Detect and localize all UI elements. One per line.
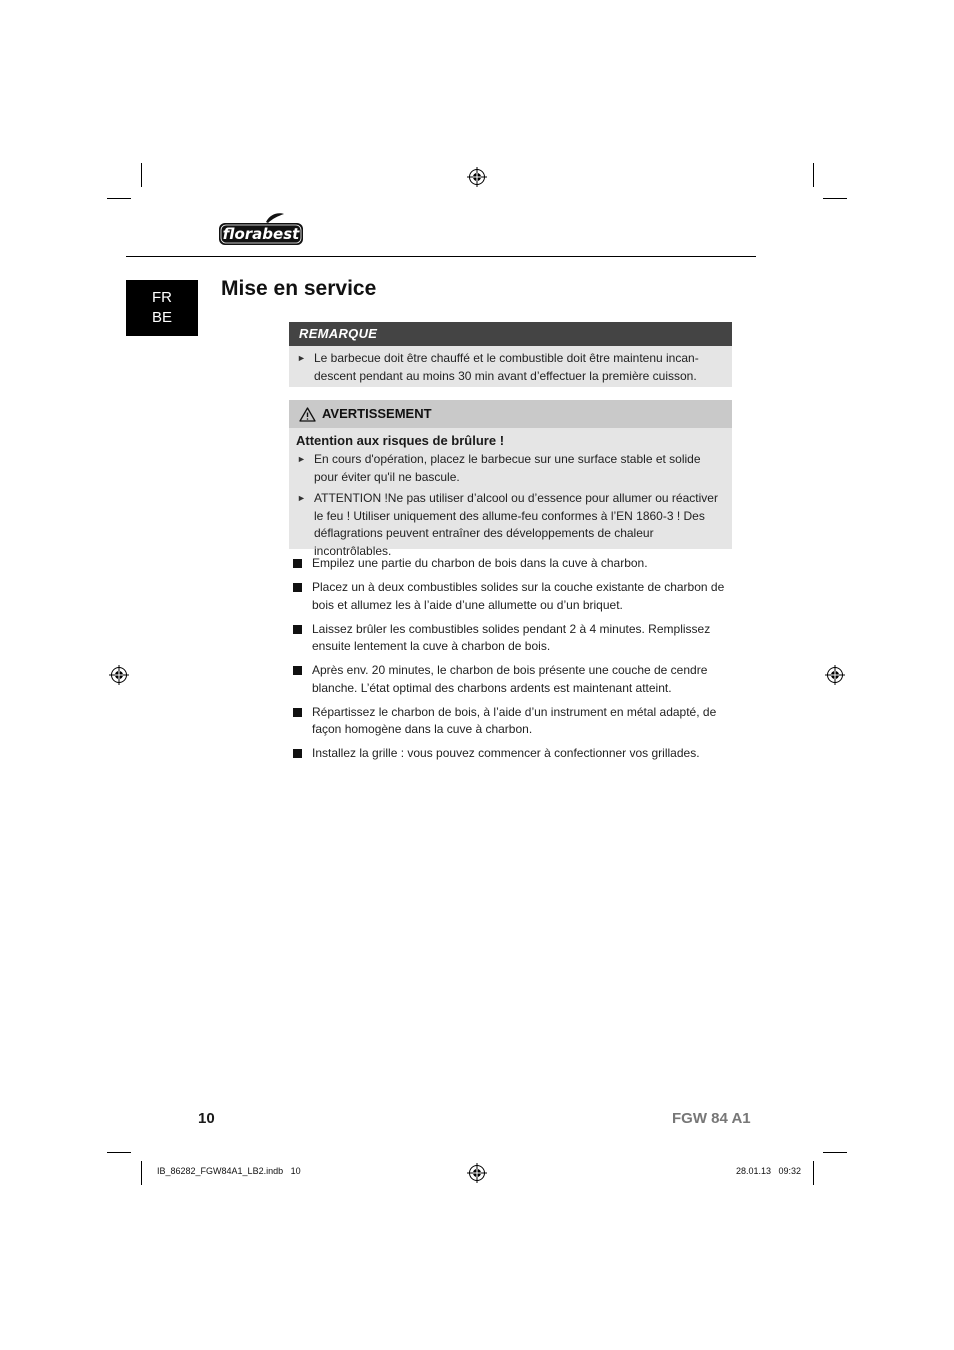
warning-header-text: AVERTISSEMENT bbox=[322, 406, 432, 421]
step-text: Empilez une partie du charbon de bois dans la cuve à charbon. bbox=[312, 556, 648, 570]
arrow-bullet-icon: ► bbox=[297, 493, 306, 503]
crop-mark bbox=[141, 163, 142, 187]
crop-mark bbox=[141, 1161, 142, 1185]
language-code-be: BE bbox=[151, 309, 172, 326]
step-text: Laissez brûler les combustibles solides pendant 2 à 4 minutes. Remplissez ensuite lentement la cuve à charbon de bois. bbox=[312, 621, 711, 653]
square-bullet-icon bbox=[293, 749, 302, 758]
list-item bbox=[292, 662, 732, 697]
language-code-fr: FR bbox=[152, 289, 172, 306]
crop-mark bbox=[823, 1152, 847, 1153]
crop-mark bbox=[813, 1161, 814, 1185]
warning-item bbox=[289, 451, 732, 486]
header-rule bbox=[126, 256, 756, 257]
print-slug-date: 28.01.13 09:32 bbox=[736, 1166, 802, 1176]
warning-subtitle: Attention aux risques de brûlure ! bbox=[296, 433, 505, 448]
square-bullet-icon bbox=[293, 708, 302, 717]
square-bullet-icon bbox=[293, 625, 302, 634]
warning-triangle-icon bbox=[299, 407, 316, 422]
note-header: REMARQUE bbox=[289, 322, 732, 346]
square-bullet-icon bbox=[293, 559, 302, 568]
arrow-bullet-icon: ► bbox=[297, 353, 306, 363]
print-slug-file: IB_86282_FGW84A1_LB2.indb 10 bbox=[157, 1166, 301, 1176]
florabest-logo bbox=[218, 212, 304, 246]
warning-item-text: En cours d'opération, placez le barbecue sur une surface stable et solide pour éviter qu'il ne bascule. bbox=[314, 452, 701, 484]
note-item bbox=[289, 350, 732, 385]
warning-item bbox=[289, 490, 732, 560]
list-item bbox=[292, 579, 732, 614]
registration-mark-icon bbox=[825, 665, 845, 685]
page-title: Mise en service bbox=[221, 277, 377, 300]
list-item bbox=[292, 745, 732, 763]
step-text: Après env. 20 minutes, le charbon de bois présente une couche de cendre blanche. L’état optimal des charbons ardents est maintenant atteint. bbox=[312, 663, 708, 695]
crop-mark bbox=[107, 198, 131, 199]
list-item bbox=[292, 621, 732, 656]
steps-list bbox=[292, 555, 732, 769]
arrow-bullet-icon: ► bbox=[297, 454, 306, 464]
square-bullet-icon bbox=[293, 666, 302, 675]
warning-box bbox=[289, 400, 732, 558]
language-tab bbox=[126, 280, 198, 336]
crop-mark bbox=[823, 198, 847, 199]
note-box bbox=[289, 322, 732, 387]
warning-header bbox=[289, 400, 732, 428]
registration-mark-icon bbox=[467, 167, 487, 187]
model-number: FGW 84 A1 bbox=[672, 1110, 751, 1127]
step-text: Placez un à deux combustibles solides sur la couche existante de charbon de bois et allumez les à l’aide d’une allumette ou d’un briquet. bbox=[312, 580, 725, 612]
page-number: 10 bbox=[198, 1110, 215, 1127]
step-text: Répartissez le charbon de bois, à l’aide d’un instrument en métal adapté, de façon homogène dans la cuve à charbon. bbox=[312, 704, 717, 736]
note-item-text: Le barbecue doit être chauffé et le combustible doit être maintenu incan-descent pendant au moins 30 min avant d’effectuer la première cuisson. bbox=[314, 351, 699, 383]
svg-text:florabest: florabest bbox=[222, 225, 300, 243]
crop-mark bbox=[107, 1152, 131, 1153]
registration-mark-icon bbox=[467, 1163, 487, 1183]
crop-mark bbox=[813, 163, 814, 187]
list-item bbox=[292, 704, 732, 739]
list-item bbox=[292, 555, 732, 573]
warning-item-text: ATTENTION !Ne pas utiliser d’alcool ou d’essence pour allumer ou réactiver le feu ! Utiliser uniquement des allume-feu conformes à l’EN 1860-3 ! Des déflagrations peuvent entraîner des développements de chaleur incontrôlables. bbox=[314, 491, 718, 558]
registration-mark-icon bbox=[109, 665, 129, 685]
step-text: Installez la grille : vous pouvez commencer à confectionner vos grillades. bbox=[312, 746, 700, 760]
square-bullet-icon bbox=[293, 583, 302, 592]
